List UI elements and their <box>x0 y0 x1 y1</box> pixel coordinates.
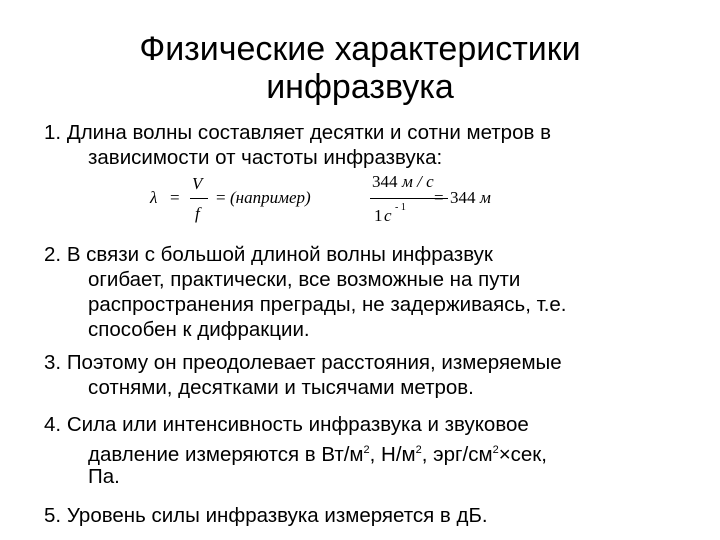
item-number: 5. <box>44 504 62 527</box>
slide-title <box>0 30 720 106</box>
result-value: 344 <box>450 188 476 207</box>
item-text-line: Поэтому он преодолевает расстояния, измеряемые <box>66 351 562 374</box>
item-number: 4. <box>44 413 62 436</box>
wavelength-formula <box>150 168 530 238</box>
title-line-2: инфразвука <box>266 68 454 106</box>
equals-sign: = <box>434 188 444 207</box>
fraction-bar <box>190 198 208 199</box>
item-text-line: Па. <box>88 465 120 488</box>
item-text-line: огибает, практически, все возможные на пути <box>88 268 521 291</box>
item-text-line: , Н/м <box>369 442 416 466</box>
superscript: 2 <box>363 444 370 456</box>
item-text-line: , эрг/см <box>421 442 493 466</box>
item-text-line: давление измеряются в Вт/м <box>88 442 364 466</box>
title-line-1: Физические характеристики <box>139 30 581 68</box>
denominator-exponent: - 1 <box>395 202 406 213</box>
result-unit: м <box>480 188 491 207</box>
item-text-line: сотнями, десятками и тысячами метров. <box>88 376 474 399</box>
equals-sign: = <box>170 188 180 207</box>
numerator-unit: м / с <box>402 172 434 191</box>
numerator-value: 344 <box>372 172 398 191</box>
example-text: (например) <box>230 188 311 207</box>
item-text-line: зависимости от частоты инфразвука: <box>88 146 443 169</box>
item-text-line: Длина волны составляет десятки и сотни метров в <box>66 121 551 144</box>
denominator-value: 1 <box>374 206 383 225</box>
item-text-line: В связи с большой длиной волны инфразвук <box>66 243 493 266</box>
denominator-unit: с <box>384 206 392 225</box>
superscript: 2 <box>415 444 422 456</box>
item-text-line: Уровень силы инфразвука измеряется в дБ. <box>66 504 488 527</box>
item-text-line: распространения преграды, не задерживаясь, т.е. <box>88 293 567 316</box>
equals-sign: = <box>216 188 226 207</box>
item-number: 3. <box>44 351 62 374</box>
superscript: 2 <box>492 444 499 456</box>
velocity-symbol: V <box>192 174 203 193</box>
lambda-symbol: λ <box>150 188 158 207</box>
item-number: 2. <box>44 243 62 266</box>
item-text-line: Сила или интенсивность инфразвука и звуковое <box>66 413 529 436</box>
item-number: 1. <box>44 121 62 144</box>
item-text-line: способен к дифракции. <box>88 318 310 341</box>
item-text-line: ×сек, <box>498 442 547 466</box>
frequency-symbol: f <box>195 204 200 223</box>
